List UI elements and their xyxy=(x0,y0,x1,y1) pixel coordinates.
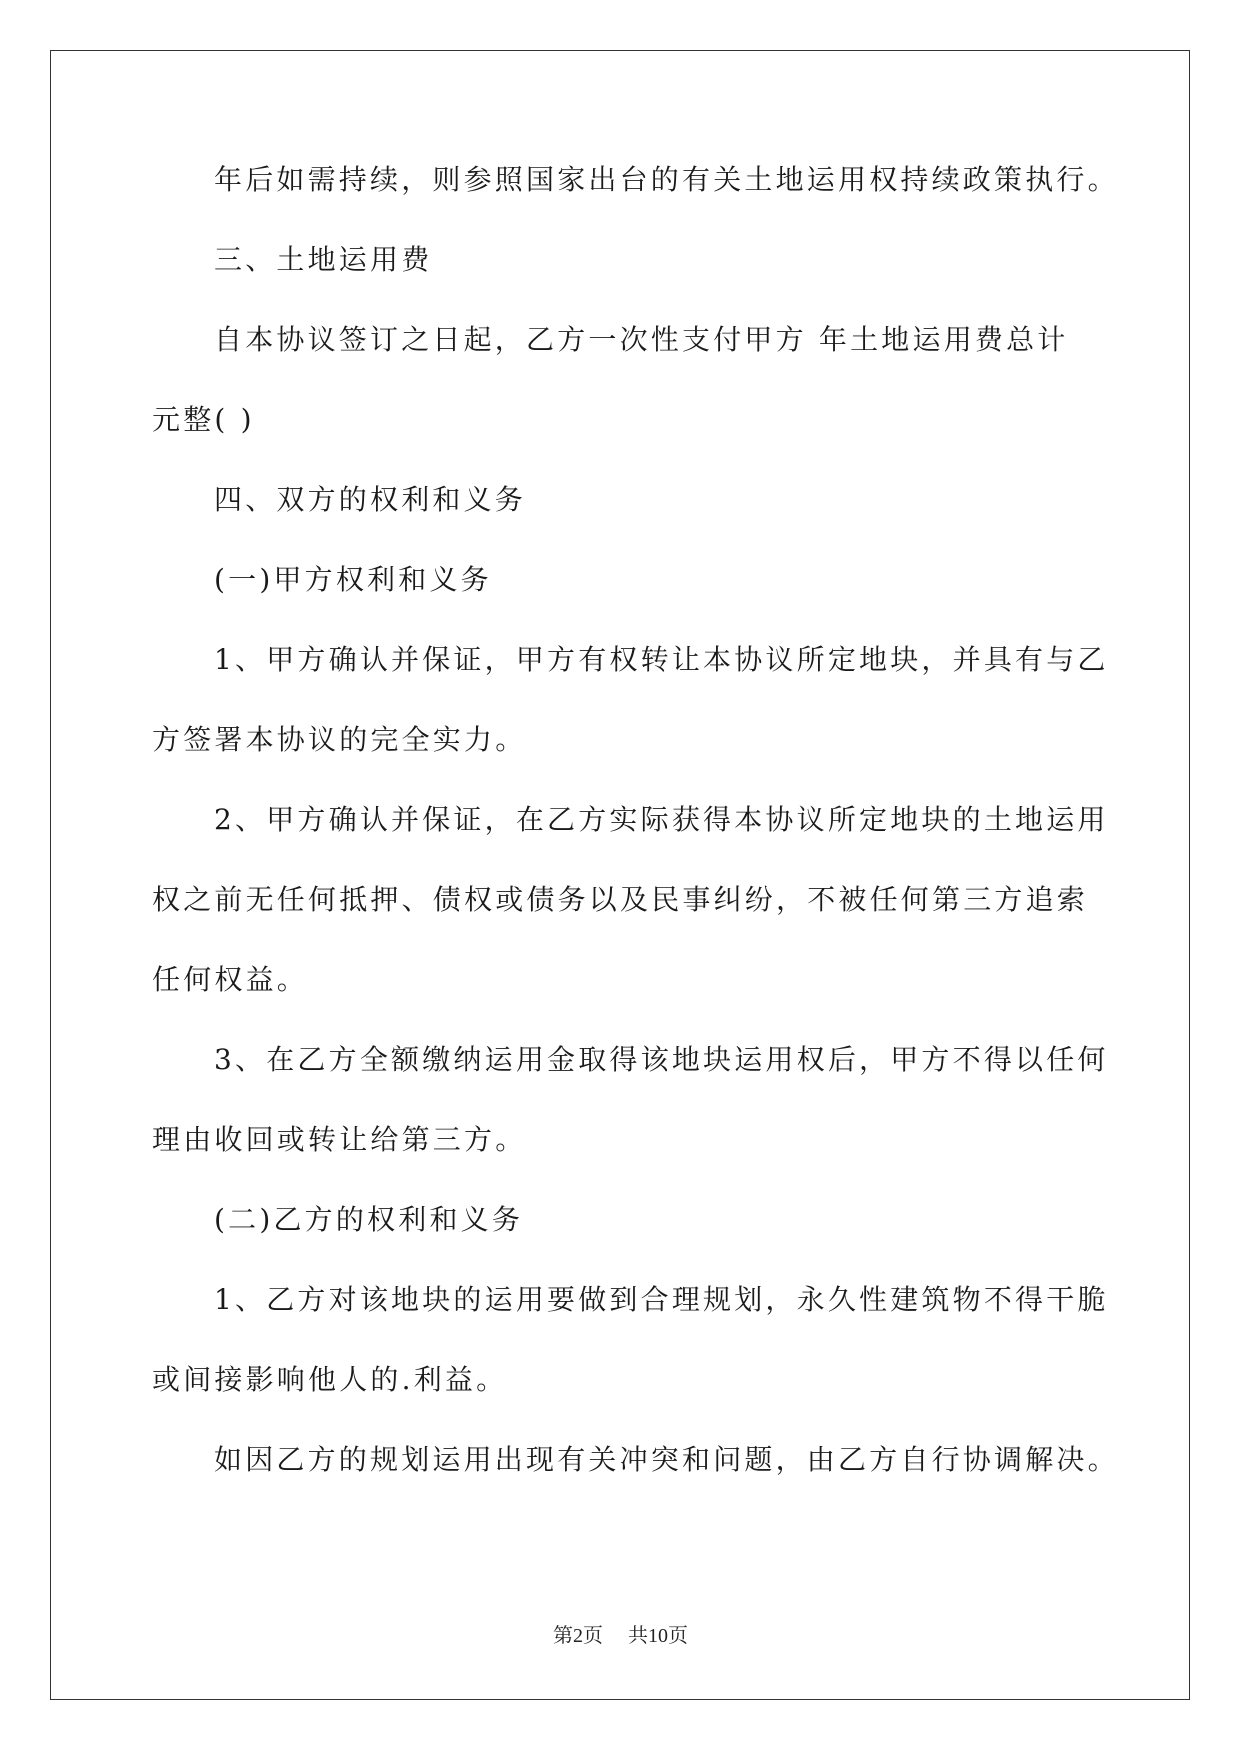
paragraph-line: 或间接影响他人的.利益。 xyxy=(152,1363,508,1396)
paragraph-line: 元整( ) xyxy=(152,403,255,436)
paragraph-line: 3、在乙方全额缴纳运用金取得该地块运用权后，甲方不得以任何 xyxy=(214,1043,1109,1076)
paragraph-line: 2、甲方确认并保证，在乙方实际获得本协议所定地块的土地运用 xyxy=(214,803,1109,836)
paragraph-line: 1、乙方对该地块的运用要做到合理规划，永久性建筑物不得干脆 xyxy=(214,1283,1109,1316)
page-number: 第2页 xyxy=(553,1625,603,1647)
paragraph-line: 权之前无任何抵押、债权或债务以及民事纠纷，不被任何第三方追索 xyxy=(152,883,1089,916)
page-footer xyxy=(0,1619,1241,1648)
paragraph-line: 年后如需持续，则参照国家出台的有关土地运用权持续政策执行。 xyxy=(214,163,1119,196)
paragraph-line: 自本协议签订之日起，乙方一次性支付甲方 年土地运用费总计 xyxy=(214,323,1069,356)
paragraph-line: 理由收回或转让给第三方。 xyxy=(152,1123,527,1156)
page-total: 共10页 xyxy=(628,1625,688,1647)
paragraph-line: 任何权益。 xyxy=(152,963,309,996)
paragraph-line: 1、甲方确认并保证，甲方有权转让本协议所定地块，并具有与乙 xyxy=(214,643,1109,676)
section-heading: 四、双方的权利和义务 xyxy=(214,483,527,516)
paragraph-line: 如因乙方的规划运用出现有关冲突和问题，由乙方自行协调解决。 xyxy=(214,1443,1119,1476)
paragraph-line: 方签署本协议的完全实力。 xyxy=(152,723,527,756)
subsection-heading: (二)乙方的权利和义务 xyxy=(214,1203,524,1236)
section-heading: 三、土地运用费 xyxy=(214,243,433,276)
subsection-heading: (一)甲方权利和义务 xyxy=(214,563,492,596)
